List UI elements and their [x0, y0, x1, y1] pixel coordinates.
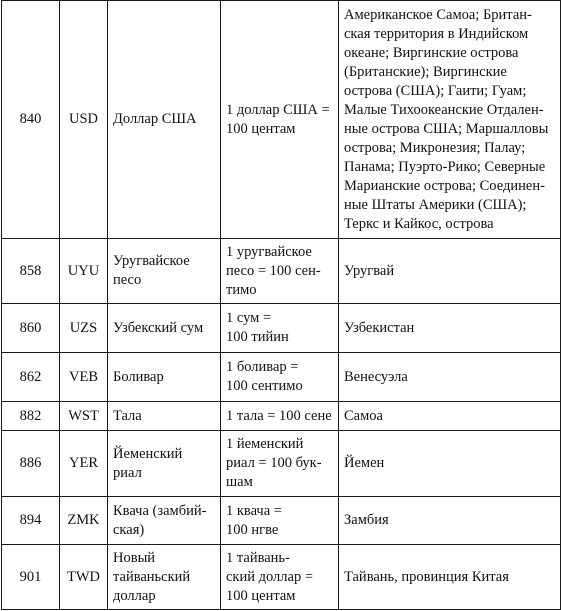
table-row-veb [2, 353, 561, 402]
alpha-code-cell: TWD [60, 545, 108, 610]
currency-units-cell: 1 боливар = 100 сентимо [221, 353, 339, 402]
alpha-code-cell: YER [60, 431, 108, 497]
countries-cell: Уругвай [339, 239, 561, 304]
table-row-yer [2, 431, 561, 497]
alpha-code-cell: VEB [60, 353, 108, 402]
countries-cell: Узбекистан [339, 304, 561, 353]
numeric-code-cell: 858 [2, 239, 60, 304]
alpha-code-cell: UYU [60, 239, 108, 304]
currency-units-cell: 1 тала = 100 сене [221, 402, 339, 431]
currency-name-cell: Новый тайваньский доллар [108, 545, 221, 610]
currency-name-cell: Йеменский риал [108, 431, 221, 497]
alpha-code-cell: UZS [60, 304, 108, 353]
table-row-wst [2, 402, 561, 431]
currency-name-cell: Тала [108, 402, 221, 431]
table-row-zmk [2, 497, 561, 545]
countries-cell: Венесуэла [339, 353, 561, 402]
numeric-code-cell: 894 [2, 497, 60, 545]
alpha-code-cell: ZMK [60, 497, 108, 545]
currency-units-cell: 1 квача = 100 нгве [221, 497, 339, 545]
table-row-usd [2, 1, 561, 239]
countries-cell: Йемен [339, 431, 561, 497]
currency-units-cell: 1 сум = 100 тийин [221, 304, 339, 353]
countries-cell: Самоа [339, 402, 561, 431]
currency-name-cell: Боливар [108, 353, 221, 402]
numeric-code-cell: 882 [2, 402, 60, 431]
currency-units-cell: 1 уругвайское песо = 100 сен- тимо [221, 239, 339, 304]
currency-units-cell: 1 йеменский риал = 100 бук- шам [221, 431, 339, 497]
currency-units-cell: 1 доллар США = 100 центам [221, 1, 339, 239]
alpha-code-cell: USD [60, 1, 108, 239]
numeric-code-cell: 862 [2, 353, 60, 402]
currency-name-cell: Квача (замбий- ская) [108, 497, 221, 545]
currency-units-cell: 1 тайвань- ский доллар = 100 центам [221, 545, 339, 610]
alpha-code-cell: WST [60, 402, 108, 431]
countries-cell: Тайвань, провинция Китая [339, 545, 561, 610]
table-row-uzs [2, 304, 561, 353]
numeric-code-cell: 901 [2, 545, 60, 610]
table-row-uyu [2, 239, 561, 304]
numeric-code-cell: 886 [2, 431, 60, 497]
numeric-code-cell: 840 [2, 1, 60, 239]
countries-cell: Замбия [339, 497, 561, 545]
currency-name-cell: Узбекский сум [108, 304, 221, 353]
currency-name-cell: Уругвайское песо [108, 239, 221, 304]
countries-cell: Американское Самоа; Британ- ская территория в Индийском океане; Виргинские острова (Британские); Виргинские острова (США); Гаити; Гуам; Малые Тихоокеанские Отдален- ные острова США; Маршалловы острова; Микронезия; Палау; Панама; Пуэрто-Рико; Северные Марианские острова; Соединен- ные Штаты Америки (США); Теркс и Кайкос, острова [339, 1, 561, 239]
currency-name-cell: Доллар США [108, 1, 221, 239]
currency-table [1, 0, 561, 610]
table-row-twd [2, 545, 561, 610]
numeric-code-cell: 860 [2, 304, 60, 353]
